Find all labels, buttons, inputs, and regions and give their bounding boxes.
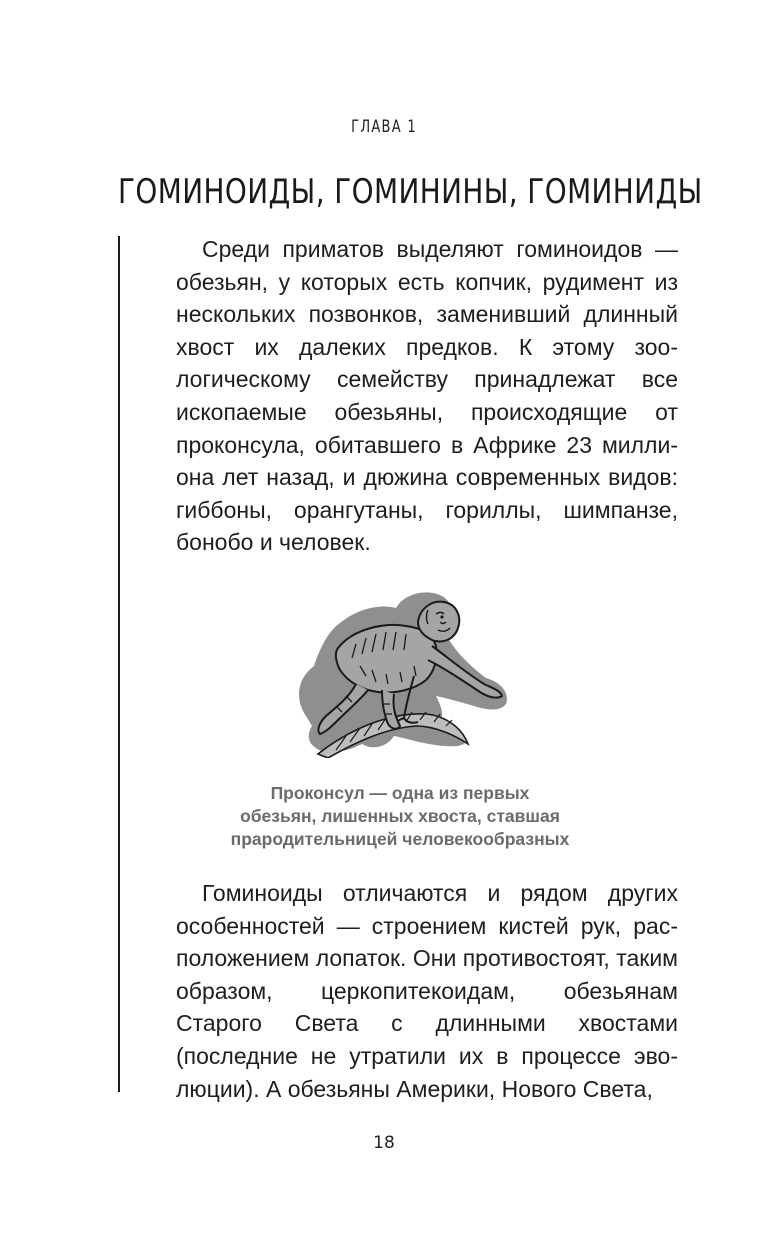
chapter-title: ГОМИНОИДЫ, ГОМИНИНЫ, ГОМИНИДЫ (118, 172, 703, 212)
proconsul-monkey-icon (286, 586, 512, 758)
chapter-label: ГЛАВА 1 (351, 117, 417, 137)
figure-caption (150, 782, 650, 851)
margin-rule (118, 236, 120, 1092)
caption-line-2: обезьян, лишенных хвоста, ставшая (240, 806, 560, 826)
monkey-head (418, 602, 459, 642)
caption-line-1: Проконсул — одна из первых (270, 783, 530, 803)
caption-line-3: прародительницей человекообразных (230, 829, 570, 849)
page-number: 18 (373, 1133, 395, 1153)
proconsul-illustration (286, 586, 512, 758)
paragraph-1: Среди приматов выделяют гоминоидов — обезьян, у которых есть копчик, рудимент из нескольких позвонков, заменивший длинный хвост их далеких предков. К этому зоологическому семейству принадлежат все ископаемые обезьяны, происходящие от проконсула, обитавшего в Африке 23 миллиона лет назад, и дюжина современных видов: гиббоны, орангутаны, гориллы, шимпанзе, бонобо и человек. (176, 236, 678, 556)
paragraph-2: Гоминоиды отличаются и рядом других особенностей — строением кистей рук, расположением лопаток. Они противостоят, таким образом, церкопитекоидам, обезьянам Старого Света с длинными хвостами (последние не утратили их в процессе эволюции). А обезьяны Америки, Нового Света, (176, 880, 678, 1102)
